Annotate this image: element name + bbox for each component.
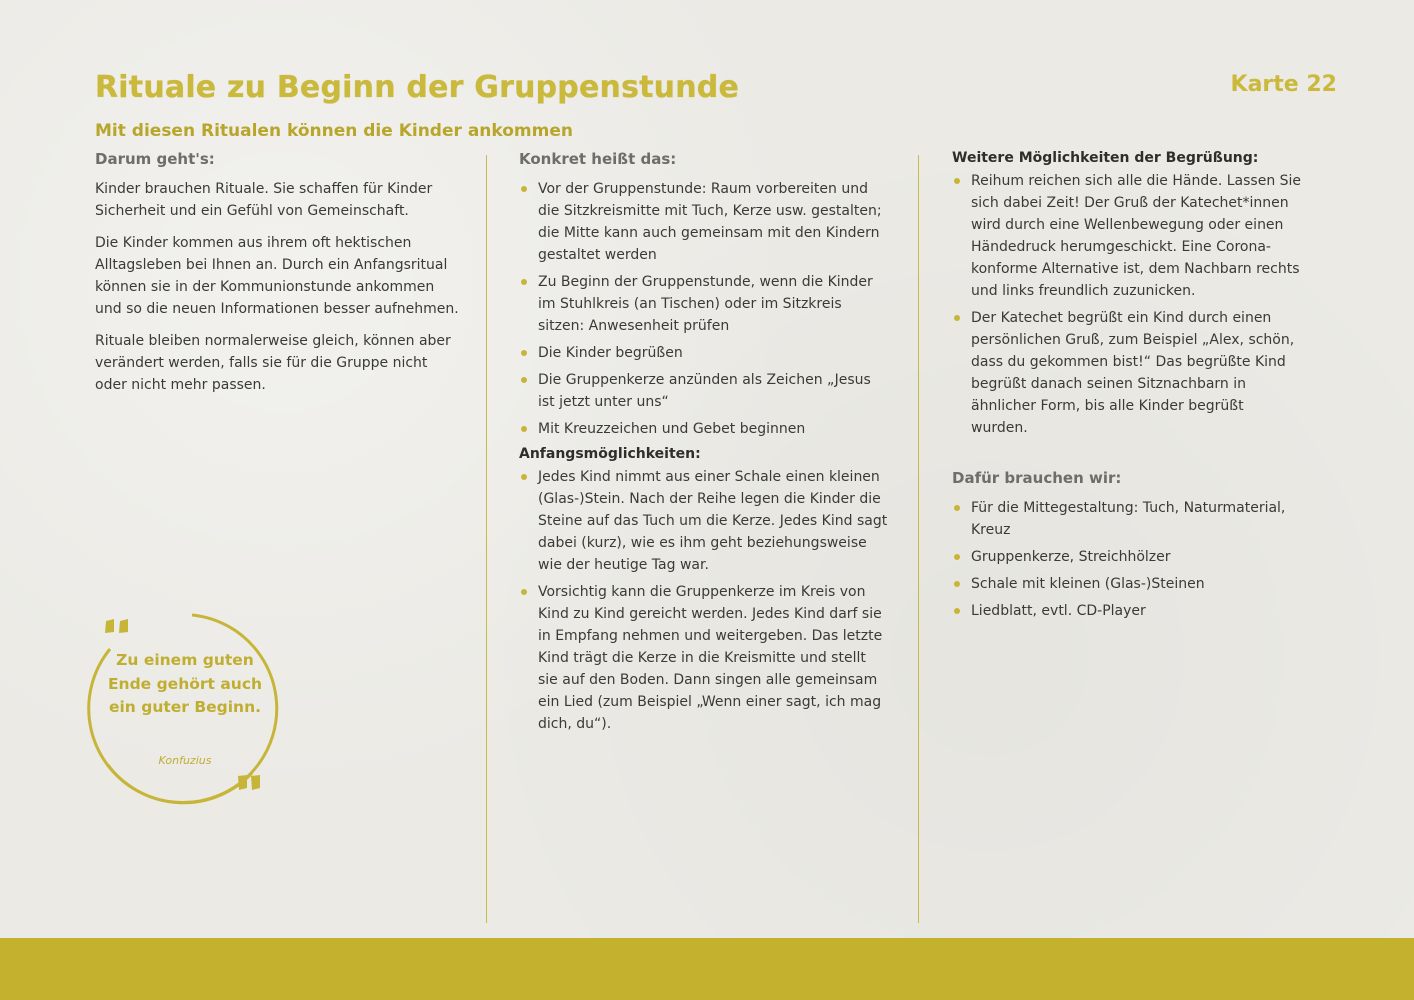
page-title: Rituale zu Beginn der Gruppenstunde [95, 70, 740, 105]
bullet-dot-icon [521, 589, 527, 595]
list-item: Die Gruppenkerze anzünden als Zeichen „Jesus ist jetzt unter uns“ [519, 369, 889, 413]
intro-paragraph: Rituale bleiben normalerweise gleich, können aber verändert werden, falls sie für die Gruppe nicht oder nicht mehr passen. [95, 333, 451, 393]
list-item: Gruppenkerze, Streichhölzer [952, 546, 1302, 568]
list-item: Liedblatt, evtl. CD-Player [952, 600, 1302, 622]
practice-heading: Konkret heißt das: [519, 150, 677, 168]
bullet-dot-icon [954, 554, 960, 560]
intro-paragraph: Kinder brauchen Rituale. Sie schaffen für Kinder Sicherheit und ein Gefühl von Gemeinschaft. [95, 181, 433, 219]
list-item: Vor der Gruppenstunde: Raum vorbereiten und die Sitzkreismitte mit Tuch, Kerze usw. gestalten; die Mitte kann auch gemeinsam mit den Kindern gestaltet werden [519, 178, 889, 266]
start-options-list [519, 466, 889, 735]
column-greetings [952, 150, 1302, 627]
bullet-dot-icon [521, 279, 527, 285]
list-item: Zu Beginn der Gruppenstunde, wenn die Kinder im Stuhlkreis (an Tischen) oder im Sitzkreis sitzen: Anwesenheit prüfen [519, 271, 889, 337]
bullet-dot-icon [954, 581, 960, 587]
column-divider-right [918, 155, 919, 923]
page-subtitle: Mit diesen Ritualen können die Kinder ankommen [95, 121, 573, 141]
bullet-dot-icon [954, 315, 960, 321]
quote-text: Zu einem guten Ende gehört auch ein guter Beginn. [107, 651, 263, 716]
quote-badge [80, 605, 285, 810]
list-item: Die Kinder begrüßen [519, 342, 889, 364]
bullet-dot-icon [954, 178, 960, 184]
greetings-heading: Weitere Möglichkeiten der Begrüßung: [952, 150, 1259, 166]
column-intro [95, 150, 460, 406]
bullet-dot-icon [521, 350, 527, 356]
intro-paragraph: Die Kinder kommen aus ihrem oft hektischen Alltagsleben bei Ihnen an. Durch ein Anfangsritual können sie in der Kommunionstunde ankommen und so die neuen Informationen besser aufnehmen. [95, 235, 459, 317]
start-options-heading: Anfangsmöglichkeiten: [519, 446, 701, 462]
list-item: Jedes Kind nimmt aus einer Schale einen kleinen (Glas-)Stein. Nach der Reihe legen die Kinder die Steine auf das Tuch um die Kerze. Jedes Kind sagt dabei (kurz), wie es ihm geht beziehungsweise wie der heutige Tag war. [519, 466, 889, 576]
greetings-list [952, 170, 1302, 439]
bullet-dot-icon [521, 426, 527, 432]
bullet-dot-icon [521, 474, 527, 480]
list-item: Der Katechet begrüßt ein Kind durch einen persönlichen Gruß, zum Beispiel „Alex, schön, dass du gekommen bist!“ Das begrüßte Kind begrüßt danach seinen Sitznachbarn in ähnlicher Form, bis alle Kinder begrüßt wurden. [952, 307, 1302, 439]
column-practice [519, 150, 889, 740]
bullet-dot-icon [954, 505, 960, 511]
bullet-dot-icon [521, 377, 527, 383]
list-item: Reihum reichen sich alle die Hände. Lassen Sie sich dabei Zeit! Der Gruß der Katechet*innen wird durch eine Wellenbewegung oder einen Händedruck herumgeschickt. Eine Corona-konforme Alternative ist, dem Nachbarn rechts und links freundlich zuzunicken. [952, 170, 1302, 302]
quote-author: Konfuzius [158, 754, 212, 767]
footer-band [0, 938, 1414, 1000]
card-number: Karte 22 [1230, 72, 1337, 97]
list-item: Vorsichtig kann die Gruppenkerze im Kreis von Kind zu Kind gereicht werden. Jedes Kind darf sie in Empfang nehmen und weitergeben. Das letzte Kind trägt die Kerze in die Kreismitte und stellt sie auf den Boden. Dann singen alle gemeinsam ein Lied (zum Beispiel „Wenn einer sagt, ich mag dich, du“). [519, 581, 889, 735]
list-item: Für die Mittegestaltung: Tuch, Naturmaterial, Kreuz [952, 497, 1302, 541]
needs-list [952, 497, 1302, 622]
bullet-dot-icon [521, 186, 527, 192]
practice-list [519, 178, 889, 440]
column-divider-left [486, 155, 487, 923]
quote-open-icon [105, 619, 128, 633]
intro-heading: Darum geht's: [95, 150, 215, 168]
list-item: Mit Kreuzzeichen und Gebet beginnen [519, 418, 889, 440]
needs-heading: Dafür brauchen wir: [952, 469, 1122, 487]
bullet-dot-icon [954, 608, 960, 614]
list-item: Schale mit kleinen (Glas-)Steinen [952, 573, 1302, 595]
